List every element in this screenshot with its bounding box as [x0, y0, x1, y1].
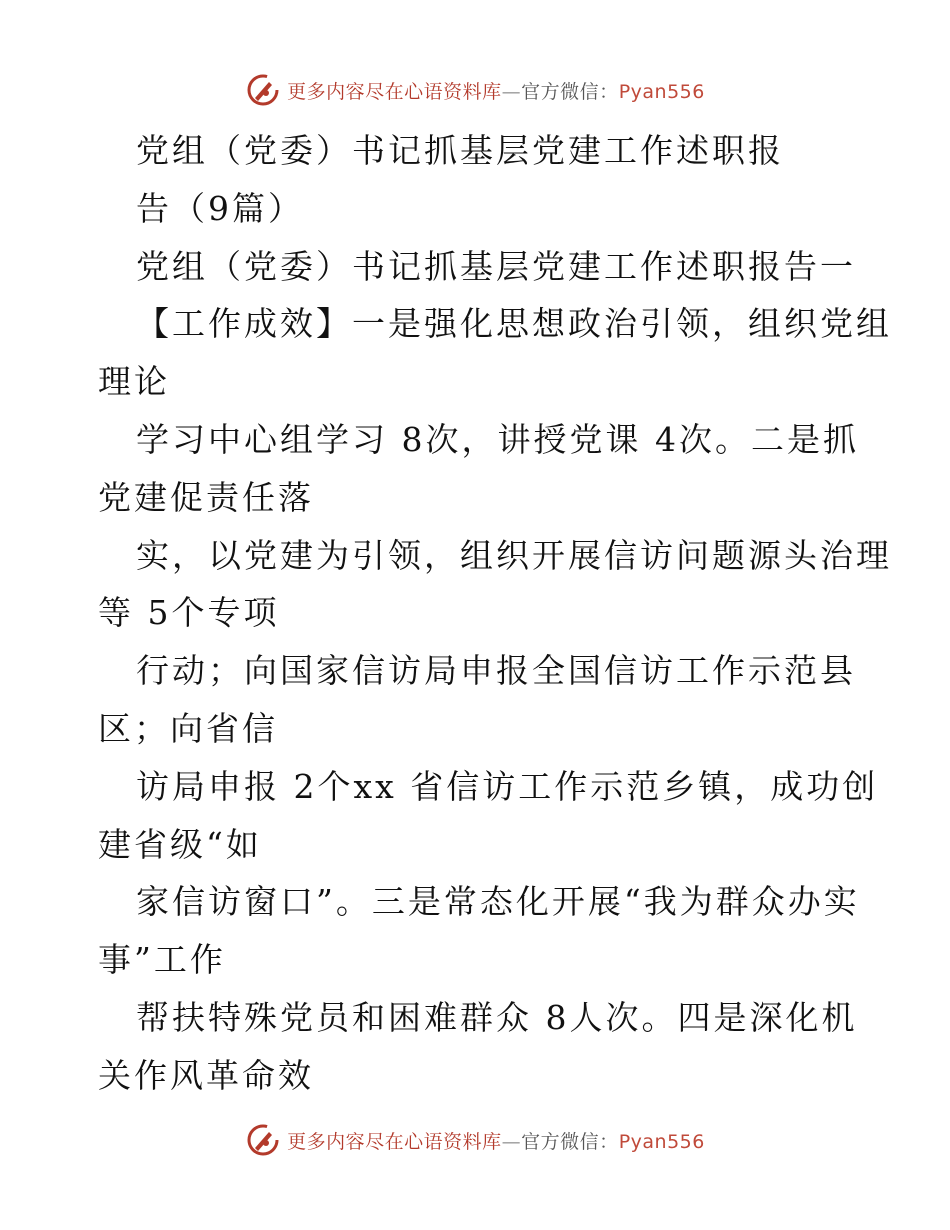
text-line: 事”工作	[98, 940, 226, 980]
text-line: 党组（党委）书记抓基层党建工作述职报告一	[136, 246, 856, 286]
document-body	[98, 122, 892, 1105]
text-line: 关作风革命效	[98, 1055, 314, 1095]
wechat-label: 官方微信：	[521, 1130, 619, 1153]
footer-watermark-banner	[0, 1120, 950, 1160]
banner-separator: —	[501, 80, 522, 103]
text-line: 实，以党建为引领，组织开展信访问题源头治理	[136, 535, 892, 575]
banner-text	[287, 77, 705, 104]
text-line: 建省级“如	[98, 824, 262, 864]
brand-logo-icon	[245, 1122, 281, 1158]
brand-text: 更多内容尽在心语资料库	[287, 80, 502, 103]
text-line: 区；向省信	[98, 708, 278, 748]
text-line: 行动；向国家信访局申报全国信访工作示范县	[136, 651, 856, 691]
banner-separator: —	[501, 1130, 522, 1153]
wechat-id: Pyan556	[618, 80, 705, 103]
banner-text	[287, 1127, 705, 1154]
text-line: 理论	[98, 362, 170, 402]
brand-logo-icon	[245, 72, 281, 108]
wechat-id: Pyan556	[618, 1130, 705, 1153]
text-line: 党建促责任落	[98, 477, 314, 517]
text-line: 党组（党委）书记抓基层党建工作述职报	[136, 131, 784, 170]
text-line: 学习中心组学习 8次，讲授党课 4次。二是抓	[136, 419, 859, 459]
text-line: 告（9篇）	[136, 188, 304, 228]
text-line: 【工作成效】一是强化思想政治引领，组织党组	[136, 304, 892, 344]
text-line: 家信访窗口”。三是常态化开展“我为群众办实	[136, 882, 860, 922]
text-line: 等 5个专项	[98, 593, 280, 633]
wechat-label: 官方微信：	[521, 80, 619, 103]
brand-text: 更多内容尽在心语资料库	[287, 1130, 502, 1153]
header-watermark-banner	[0, 70, 950, 110]
text-line: 帮扶特殊党员和困难群众 8人次。四是深化机	[136, 997, 858, 1037]
text-line: 访局申报 2个xx 省信访工作示范乡镇，成功创	[136, 766, 879, 806]
